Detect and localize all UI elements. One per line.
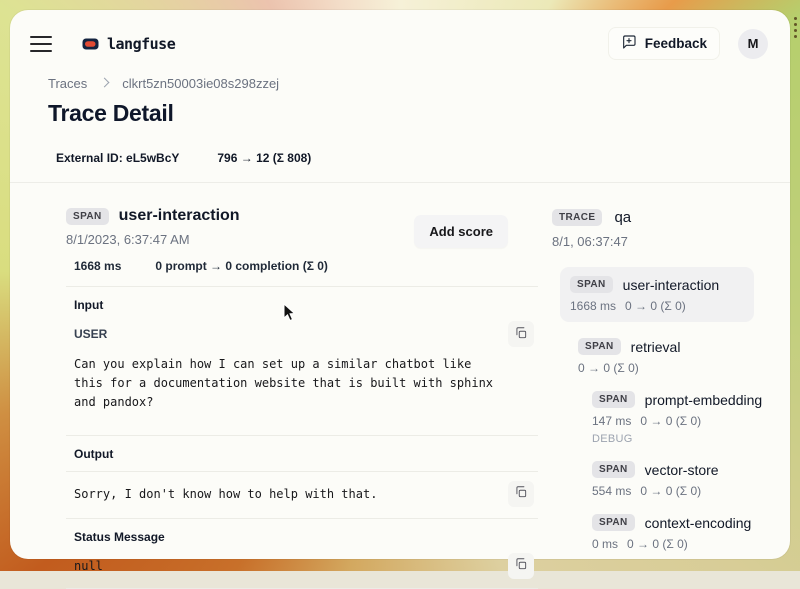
tree-node-name: context-encoding	[644, 514, 752, 531]
tree-node-vector-store[interactable]	[592, 461, 770, 498]
span-type-badge: SPAN	[592, 391, 635, 408]
app-window	[10, 10, 790, 573]
tree-node-metrics: 147 ms 0 → 0 (Σ 0)	[592, 414, 702, 428]
trace-time: 8/1, 06:37:47	[552, 234, 628, 249]
section-divider	[66, 471, 538, 472]
tree-node-metrics: 1668 ms 0 → 0 (Σ 0)	[570, 299, 686, 313]
tree-node-metrics: 0 ms 0 → 0 (Σ 0)	[592, 537, 688, 551]
copy-output-button[interactable]	[508, 481, 534, 507]
input-section-label: Input	[74, 298, 104, 312]
frame-grip-dots	[794, 14, 798, 41]
breadcrumb-trace-id: clkrt5zn50003ie08s298zzej	[122, 76, 280, 91]
tree-node-metrics: 0 → 0 (Σ 0)	[578, 361, 639, 375]
trace-token-summary: 796 → 12 (Σ 808)	[217, 151, 312, 165]
status-content-row	[66, 557, 538, 576]
copy-icon	[514, 557, 528, 574]
status-text: null	[74, 558, 103, 573]
observation-detail-panel	[66, 207, 538, 589]
langfuse-logo-icon	[82, 38, 99, 50]
tree-node-name: prompt-embedding	[644, 391, 763, 408]
trace-type-badge: TRACE	[552, 209, 602, 226]
tree-node-prompt-embedding[interactable]	[592, 391, 770, 445]
trace-meta-row	[56, 151, 790, 165]
observation-type-badge: SPAN	[66, 208, 109, 225]
span-type-badge: SPAN	[570, 276, 613, 293]
span-type-badge: SPAN	[578, 338, 621, 355]
avatar-initial: M	[747, 36, 759, 51]
user-avatar[interactable]	[738, 29, 768, 59]
status-section-label: Status Message	[74, 529, 165, 544]
chevron-right-icon	[100, 78, 110, 88]
output-text: Sorry, I don't know how to help with that.	[74, 486, 378, 501]
tree-node-retrieval[interactable]	[578, 338, 770, 375]
output-content-row	[66, 485, 538, 504]
section-divider	[66, 286, 538, 287]
span-type-badge: SPAN	[592, 514, 635, 531]
trace-root[interactable]	[552, 209, 770, 249]
tree-node-name: user-interaction	[622, 276, 720, 293]
tree-node-metrics: 554 ms 0 → 0 (Σ 0)	[592, 484, 702, 498]
observation-timestamp: 8/1/2023, 6:37:47 AM	[66, 232, 190, 247]
breadcrumb	[48, 76, 790, 91]
observation-metrics	[66, 259, 538, 286]
token-usage-value: 0 prompt → 0 completion (Σ 0)	[155, 259, 328, 273]
observation-name: user-interaction	[118, 207, 240, 224]
external-id: External ID: eL5wBcY	[56, 151, 180, 165]
feedback-label: Feedback	[644, 36, 707, 51]
brand[interactable]	[82, 35, 175, 53]
tree-node-user-interaction[interactable]	[560, 267, 754, 322]
feedback-icon	[621, 34, 637, 53]
trace-tree-panel	[552, 207, 770, 589]
section-divider	[66, 435, 538, 436]
tree-node-name: retrieval	[630, 338, 681, 355]
main-area	[10, 183, 790, 589]
output-section-label: Output	[74, 446, 114, 461]
page-title: Trace Detail	[48, 100, 174, 126]
input-role-label: USER	[74, 327, 108, 341]
latency-value: 1668 ms	[74, 259, 122, 273]
feedback-button[interactable]	[608, 27, 720, 60]
top-bar	[10, 10, 790, 70]
input-text: Can you explain how I can set up a similar chatbot like this for a documentation website that is built with sphinx and pandox?	[74, 357, 501, 410]
hamburger-menu-icon[interactable]	[30, 36, 52, 52]
breadcrumb-traces-link[interactable]: Traces	[48, 76, 88, 91]
copy-icon	[514, 326, 528, 343]
input-role-row	[66, 325, 538, 343]
copy-status-button[interactable]	[508, 553, 534, 579]
add-score-button[interactable]: Add score	[414, 215, 508, 248]
tree-node-name: vector-store	[644, 461, 719, 478]
copy-icon	[514, 485, 528, 502]
section-divider	[66, 518, 538, 519]
app-title: langfuse	[107, 34, 176, 53]
trace-name: qa	[614, 209, 632, 226]
tree-node-context-encoding[interactable]	[592, 514, 770, 551]
span-type-badge: SPAN	[592, 461, 635, 478]
copy-input-button[interactable]	[508, 321, 534, 347]
tree-node-level: DEBUG	[592, 433, 633, 445]
